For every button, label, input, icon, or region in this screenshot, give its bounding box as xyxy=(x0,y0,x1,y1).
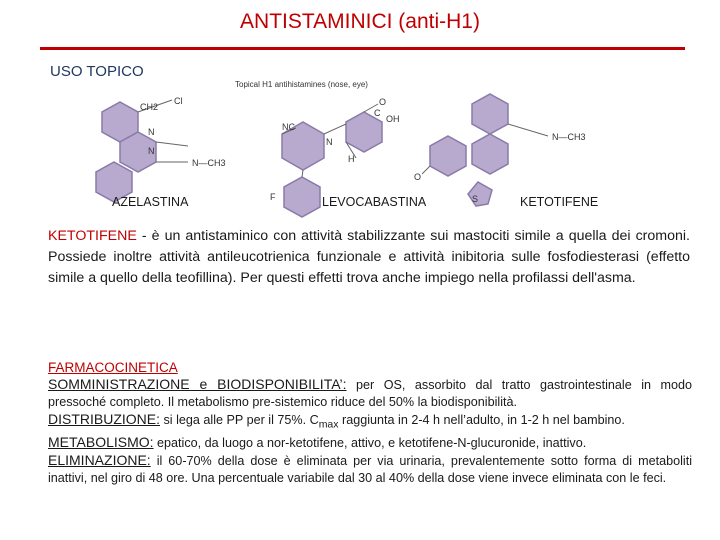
lev-f-label: F xyxy=(270,192,276,202)
distribuzione-text-2: raggiunta in 2-4 h nell’adulto, in 1-2 h nel bambino. xyxy=(338,413,625,427)
eliminazione-paragraph xyxy=(48,452,692,487)
somministrazione-label: SOMMINISTRAZIONE e BIODISPONIBILITA’: xyxy=(48,376,347,392)
label-levocabastina: LEVOCABASTINA xyxy=(322,195,427,209)
eliminazione-label: ELIMINAZIONE: xyxy=(48,451,151,468)
metabolismo-paragraph xyxy=(48,434,692,452)
lev-h-label: H xyxy=(348,154,355,164)
lev-o-label: O xyxy=(379,97,387,107)
metabolismo-text: epatico, da luogo a nor-ketotifene, attivo, e ketotifene-N-glucuronide, inattivo. xyxy=(153,435,587,450)
lev-oh-label: OH xyxy=(386,114,400,124)
cmax-subscript: max xyxy=(318,418,339,431)
ketotifen-description xyxy=(48,226,690,289)
aze-nch3-label: N—CH3 xyxy=(192,158,226,168)
ket-o-label: O xyxy=(414,172,422,182)
description-keyword: KETOTIFENE xyxy=(48,228,137,244)
aze-cl-label: Cl xyxy=(174,96,183,106)
label-azelastina: AZELASTINA xyxy=(112,195,189,209)
label-ketotifene: KETOTIFENE xyxy=(520,195,599,209)
lev-nc-label: NC xyxy=(282,122,295,132)
aze-ch2-label: CH2 xyxy=(140,102,159,112)
distribuzione-paragraph xyxy=(48,411,692,434)
metabolismo-label: METABOLISMO: xyxy=(48,433,154,450)
distribuzione-label: DISTRIBUZIONE: xyxy=(48,411,161,427)
somministrazione-text: per OS, assorbito dal tratto gastrointestinale in modo pressoché completo. Il metabolismo pre-sistemico riduce del 50% la biodisponibilità. xyxy=(48,378,692,409)
lev-n-label: N xyxy=(326,137,333,147)
eliminazione-text: il 60-70% della dose è eliminata per via urinaria, prevalentemente sotto forma di metaboliti inattivi, nel giro di 48 ore. Una percentuale variabile dal 30 al 40% della dose viene invece eliminata con le feci. xyxy=(48,453,692,485)
ket-nch3-label: N—CH3 xyxy=(552,132,586,142)
aze-n1-label: N xyxy=(148,127,155,137)
aze-n2-label: N xyxy=(148,146,155,156)
pharmacokinetics-heading: FARMACOCINETICA xyxy=(48,360,178,375)
title-underline xyxy=(40,47,685,50)
slide-title: ANTISTAMINICI (anti-H1) xyxy=(240,10,480,33)
ketotifen-structure xyxy=(430,94,508,206)
figure-caption: Topical H1 antihistamines (nose, eye) xyxy=(235,80,368,89)
description-text: - è un antistaminico con attività stabilizzante sui mastociti simile a quella dei cromoni. Possiede inoltre attività antileucotrienica funzionale e attività inibitoria sulle fosfodiesterasi (effetto simile a quello della teofillina). Per questi effetti trova anche impiego nella profilassi dell'asma. xyxy=(48,228,690,286)
pharmacokinetics-section xyxy=(48,359,692,487)
section-heading: USO TOPICO xyxy=(50,63,144,80)
ket-s-label: S xyxy=(472,194,479,204)
lev-c-label: C xyxy=(374,108,381,118)
distribuzione-text-1: si lega alle PP per il 75%. C xyxy=(160,413,319,427)
somministrazione-paragraph xyxy=(48,376,692,411)
azelastine-structure xyxy=(96,102,159,202)
